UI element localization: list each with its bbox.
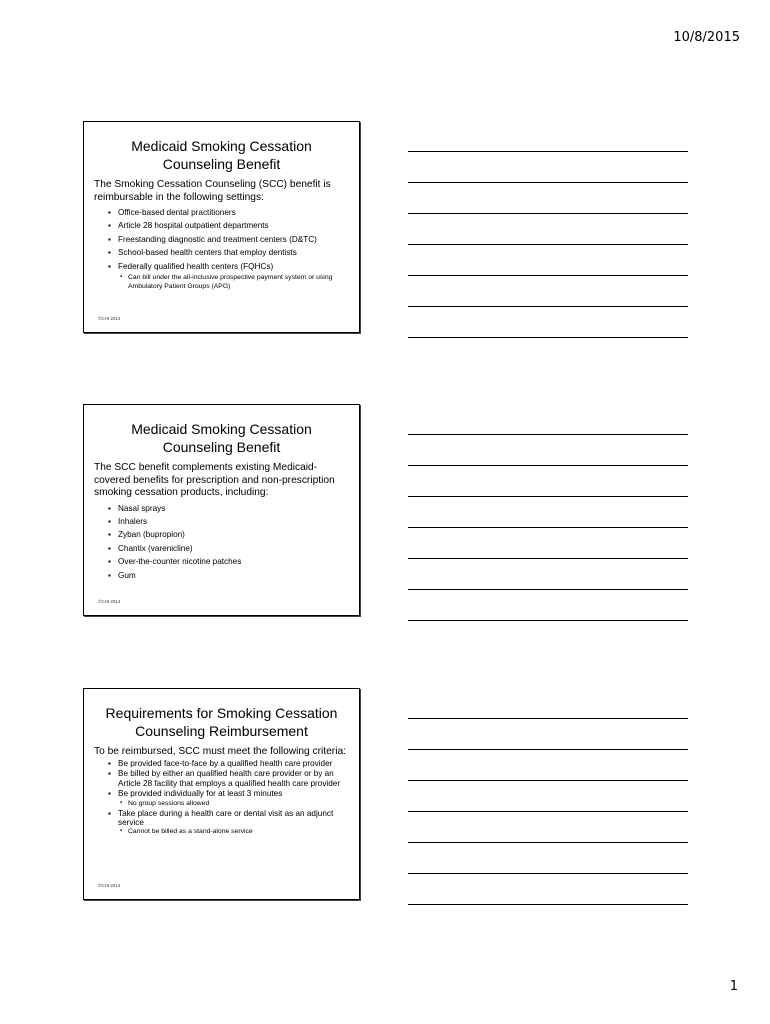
note-line [408,244,688,245]
note-line [408,465,688,466]
copyright: ©CHI 2014 [98,883,121,888]
copyright: ©CHI 2014 [98,599,121,604]
note-line [408,749,688,750]
list-item: ▪ Gum [108,569,349,582]
page-date: 10/8/2015 [673,30,740,45]
note-line [408,718,688,719]
list-item: ▪ Inhalers [108,515,349,528]
note-line [408,904,688,905]
slide-title-line2: Counseling Benefit [162,439,281,455]
list-item [108,789,349,807]
sub-bullet-list [118,827,349,836]
list-item: ▪ Be billed by either an qualified health care provider or by an Article 28 facility that employs a qualified health care provider [108,769,349,788]
list-item: ▪ Be provided face-to-face by a qualified health care provider [108,759,349,768]
list-item: ▪ Nasal sprays [108,502,349,515]
slide-title [94,704,349,740]
slide-title [94,137,349,173]
slide-title-line2: Counseling Reimbursement [135,723,308,739]
list-item-text: Federally qualified health centers (FQHCs) [118,261,274,271]
list-item-text: Take place during a health care or dental visit as an adjunct service [118,808,334,828]
note-line [408,434,688,435]
note-line [408,558,688,559]
note-line [408,306,688,307]
sub-list-item: ▪ Can bill under the all-inclusive prospective payment system or using Ambulatory Patient Groups (APG) [120,273,349,291]
note-line [408,589,688,590]
bullet-list [94,502,349,582]
slide-intro: To be reimbursed, SCC must meet the following criteria: [94,746,346,757]
slide-title-line1: Medicaid Smoking Cessation [131,421,312,437]
list-item: ▪ Freestanding diagnostic and treatment centers (D&TC) [108,233,349,246]
slide-intro: The SCC benefit complements existing Medicaid-covered benefits for prescription and non-prescription smoking cessation products, including: [94,462,335,498]
bullet-list [94,206,349,291]
note-line [408,842,688,843]
list-item [108,260,349,291]
note-line [408,151,688,152]
note-line [408,275,688,276]
sub-list-item: ▪ No group sessions allowed [120,799,349,808]
note-line [408,496,688,497]
note-line [408,337,688,338]
sub-bullet-list [118,273,349,291]
page-number: 1 [729,979,738,994]
notes-lines-1 [408,151,688,368]
list-item: ▪ Over-the-counter nicotine patches [108,555,349,568]
slide-3 [83,688,360,900]
note-line [408,811,688,812]
list-item: ▪ School-based health centers that employ dentists [108,246,349,259]
copyright: ©CHI 2014 [98,316,121,321]
note-line [408,182,688,183]
notes-lines-2 [408,434,688,651]
slide-intro: The Smoking Cessation Counseling (SCC) benefit is reimbursable in the following settings: [94,179,331,203]
slide-2 [83,404,360,616]
list-item [108,809,349,837]
sub-bullet-list [118,799,349,808]
list-item: ▪ Zyban (bupropion) [108,528,349,541]
list-item: ▪ Office-based dental practitioners [108,206,349,219]
list-item: ▪ Article 28 hospital outpatient departments [108,219,349,232]
slide-title [94,420,349,456]
note-line [408,620,688,621]
note-line [408,873,688,874]
slide-title-line1: Requirements for Smoking Cessation [105,705,338,721]
list-item: ▪ Chantix (varenicline) [108,542,349,555]
note-line [408,780,688,781]
sub-list-item: ▪ Cannot be billed as a stand-alone service [120,827,349,836]
note-line [408,527,688,528]
note-line [408,213,688,214]
list-item-text: Be provided individually for at least 3 minutes [118,789,283,799]
notes-lines-3 [408,718,688,935]
slide-title-line2: Counseling Benefit [162,156,281,172]
slide-1 [83,121,360,333]
slide-title-line1: Medicaid Smoking Cessation [131,138,312,154]
bullet-list [94,759,349,836]
